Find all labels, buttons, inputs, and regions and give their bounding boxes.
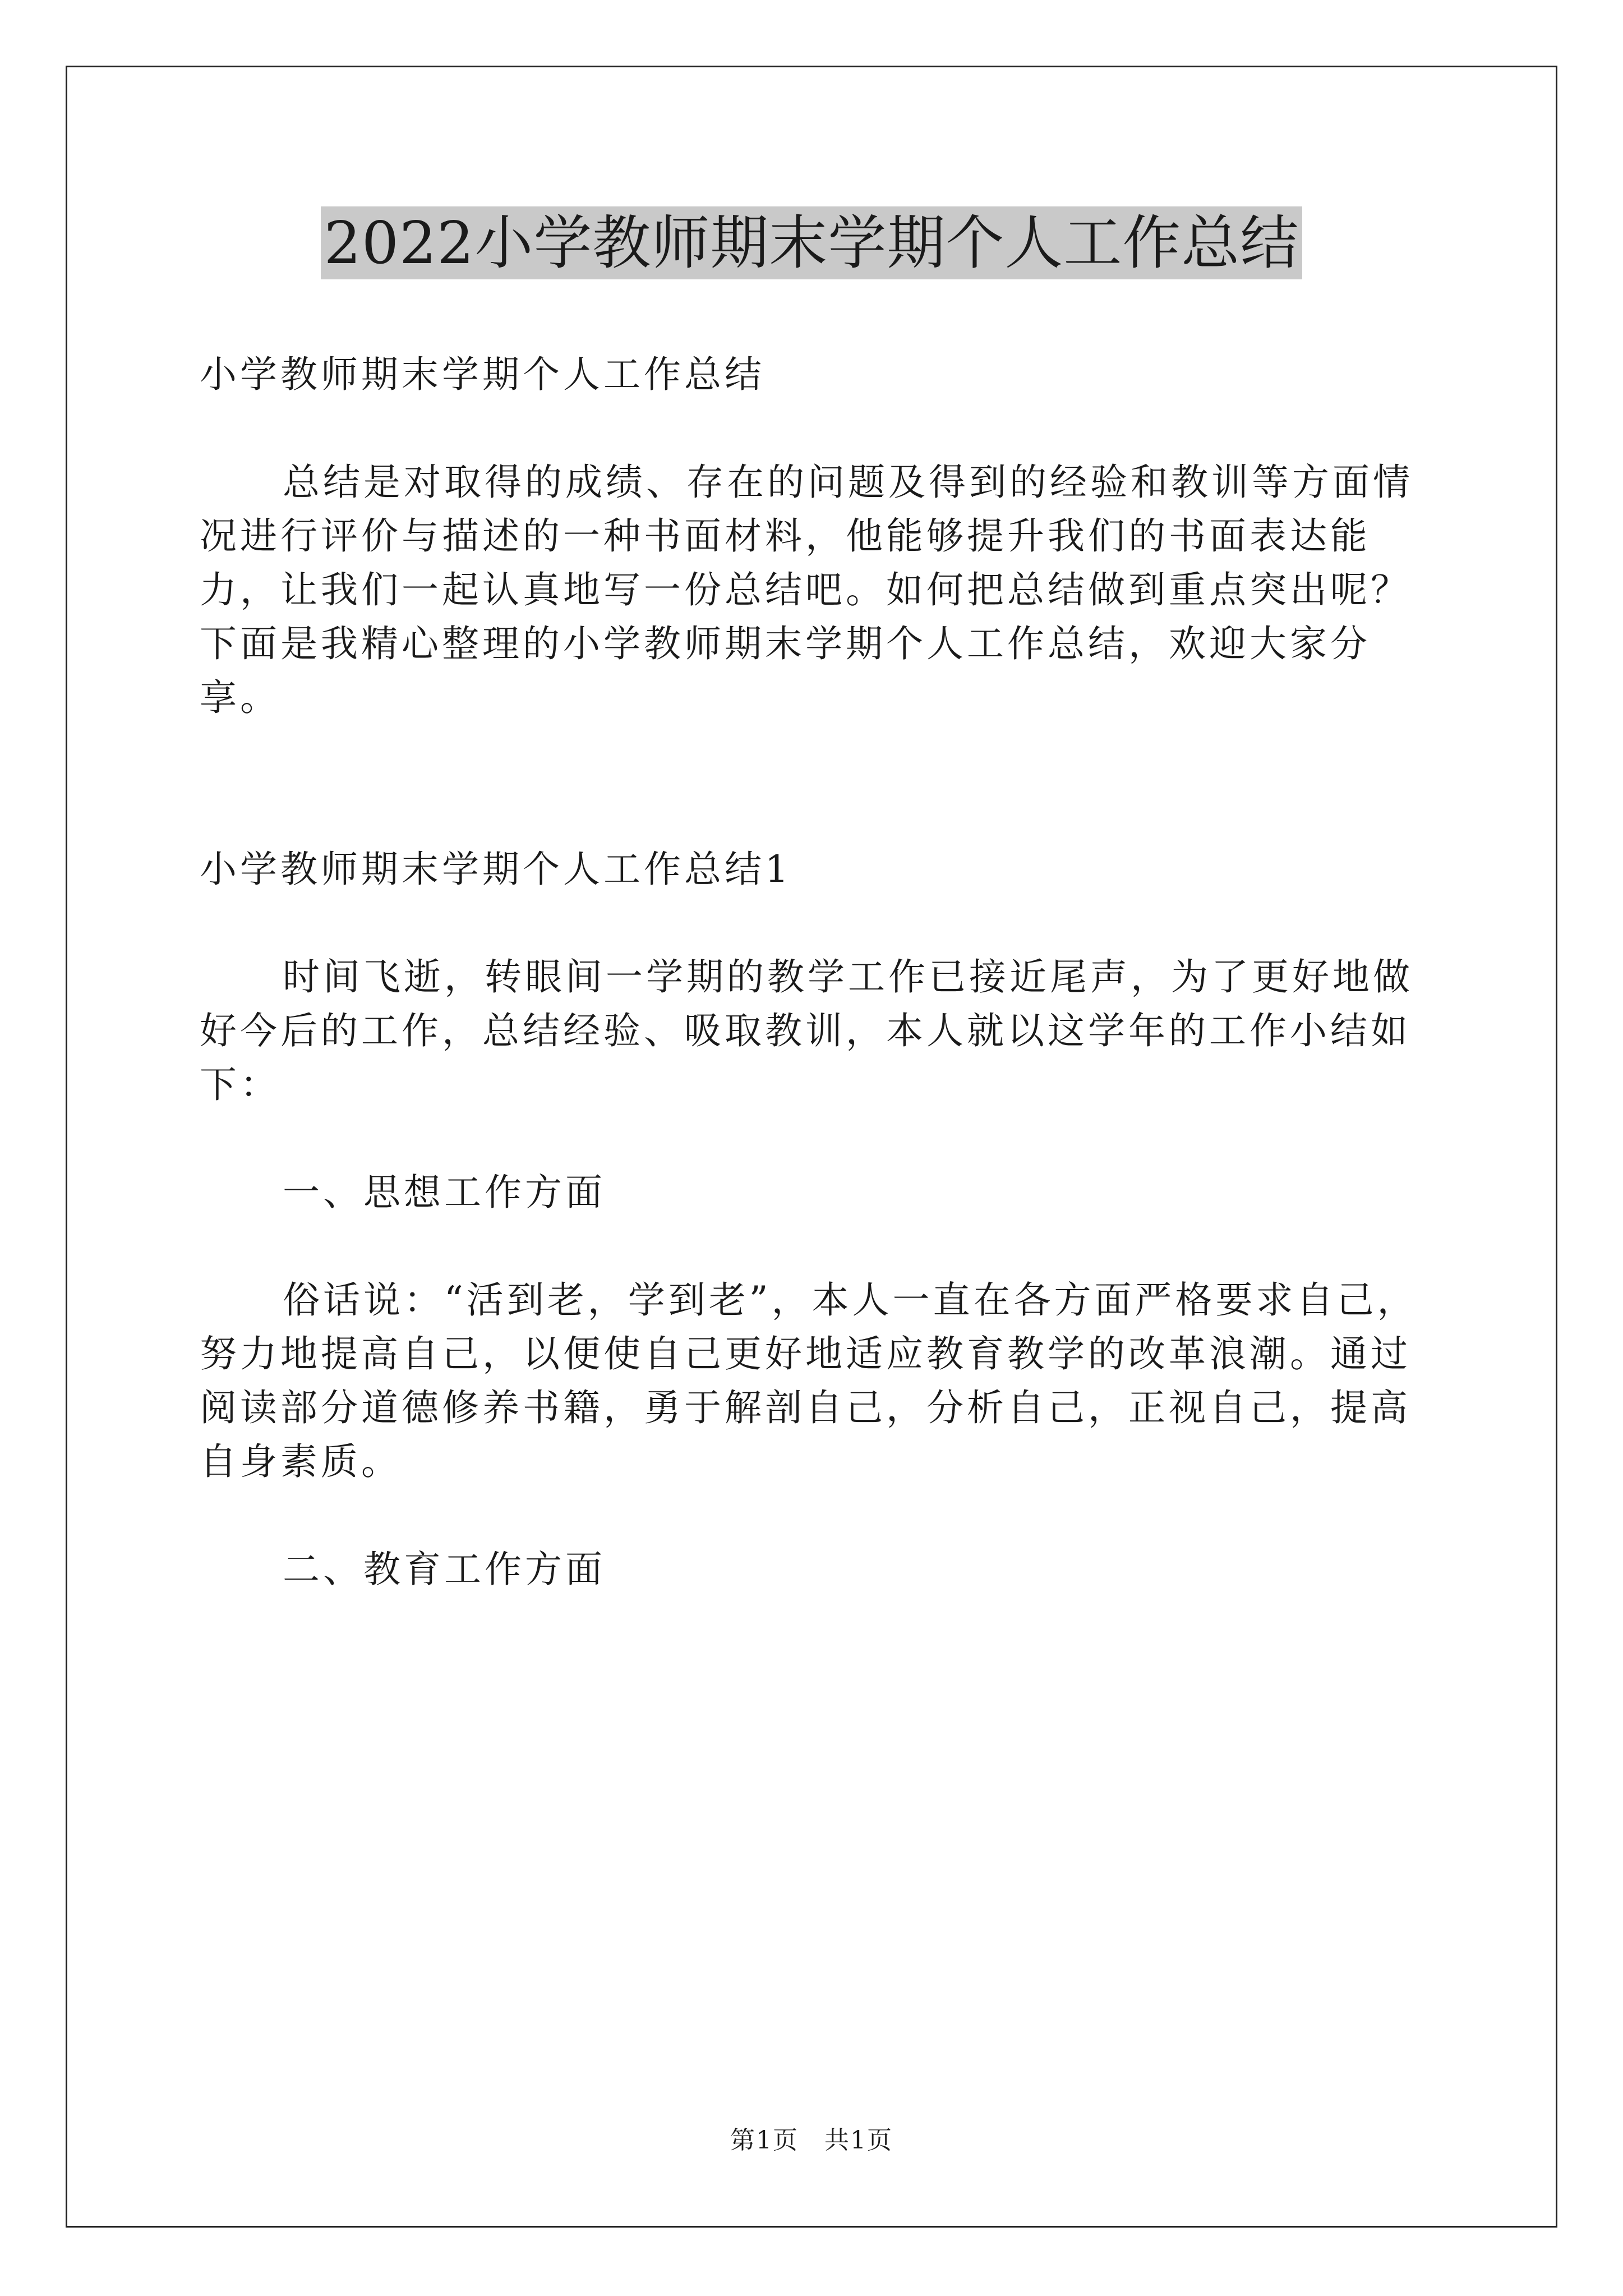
title-container (0, 206, 1623, 279)
section-heading: 小学教师期末学期个人工作总结1 (200, 848, 792, 891)
page-footer (0, 2124, 1623, 2157)
paragraph: 小学教师期末学期个人工作总结 (200, 353, 765, 396)
paragraph: 总结是对取得的成绩、存在的问题及得到的经验和教训等方面情况进行评价与描述的一种书面材料，他能够提升我们的书面表达能力，让我们一起认真地写一份总结吧。如何把总结做到重点突出呢？下面是我精心整理的小学教师期末学期个人工作总结，欢迎大家分享。 (200, 461, 1413, 719)
page-number: 第1页 (730, 2126, 799, 2155)
page-count: 共1页 (824, 2126, 893, 2155)
paragraph: 时间飞逝，转眼间一学期的教学工作已接近尾声，为了更好地做好今后的工作，总结经验、吸取教训，本人就以这学年的工作小结如下： (200, 955, 1413, 1106)
section-heading: 二、教育工作方面 (283, 1548, 606, 1591)
document-title: 2022小学教师期末学期个人工作总结 (321, 206, 1303, 279)
section-heading: 一、思想工作方面 (283, 1171, 606, 1214)
paragraph: 俗话说：“活到老，学到老”，本人一直在各方面严格要求自己，努力地提高自己，以便使自己更好地适应教育教学的改革浪潮。通过阅读部分道德修养书籍，勇于解剖自己，分析自己，正视自己，提高自身素质。 (200, 1278, 1418, 1483)
document-body (200, 348, 1433, 1650)
